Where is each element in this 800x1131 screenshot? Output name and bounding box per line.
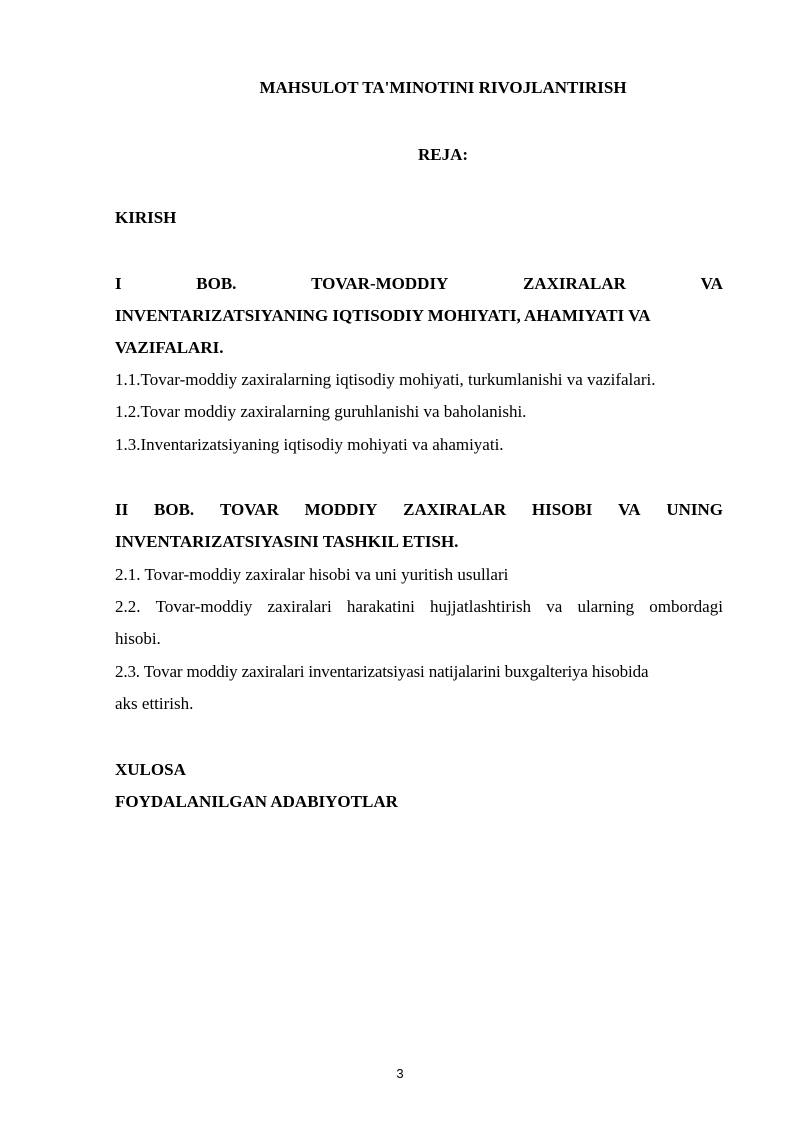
document-title: MAHSULOT TA'MINOTINI RIVOJLANTIRISH <box>259 78 627 97</box>
chapter2-item2-word: 2.2. <box>115 597 141 616</box>
chapter1-word: BOB. <box>196 274 237 293</box>
chapter1-heading-line2: INVENTARIZATSIYANING IQTISODIY MOHIYATI, AHAMIYATI VA <box>115 306 651 325</box>
chapter2-word: HISOBI <box>531 500 593 519</box>
chapter2-item2-word: Tovar-moddiy <box>155 597 253 616</box>
chapter1-word: I <box>115 274 122 293</box>
chapter2-word: VA <box>618 500 641 519</box>
chapter2-item2-line1 <box>115 596 723 618</box>
chapter2-word: BOB. <box>154 500 195 519</box>
chapter2-item3-line1: 2.3. Tovar moddiy zaxiralari inventarizatsiyasi natijalarini buxgalteriya hisobida <box>115 662 649 681</box>
chapter2-item3-line2: aks ettirish. <box>115 694 194 713</box>
chapter2-word: ZAXIRALAR <box>403 500 507 519</box>
chapter1-item: 1.2.Tovar moddiy zaxiralarning guruhlanishi va baholanishi. <box>115 402 527 421</box>
references-heading: FOYDALANILGAN ADABIYOTLAR <box>115 792 398 811</box>
chapter2-heading-line2: INVENTARIZATSIYASINI TASHKIL ETISH. <box>115 532 459 551</box>
chapter1-word: ZAXIRALAR <box>522 274 626 293</box>
chapter2-word: II <box>115 500 129 519</box>
chapter2-item2-word: va <box>546 597 563 616</box>
chapter1-heading-line3: VAZIFALARI. <box>115 338 224 357</box>
chapter1-item: 1.1.Tovar-moddiy zaxiralarning iqtisodiy mohiyati, turkumlanishi va vazifalari. <box>115 370 656 389</box>
conclusion-heading: XULOSA <box>115 760 186 779</box>
page-number: 3 <box>396 1066 404 1081</box>
chapter2-word: UNING <box>666 500 723 519</box>
chapter1-word: TOVAR-MODDIY <box>311 274 449 293</box>
plan-heading-text: REJA: <box>417 145 469 164</box>
chapter2-item2-word: zaxiralari <box>267 597 332 616</box>
chapter2-item: 2.1. Tovar-moddiy zaxiralar hisobi va uni yuritish usullari <box>115 565 509 584</box>
chapter2-item2-word: ularning <box>577 597 635 616</box>
intro-heading: KIRISH <box>115 208 177 227</box>
chapter2-item2-word: ombordagi <box>649 597 723 616</box>
chapter2-item2-word: hujjatlashtirish <box>430 597 532 616</box>
chapter1-heading-line1 <box>115 273 723 295</box>
chapter2-item2-line2: hisobi. <box>115 629 161 648</box>
chapter2-item2-word: harakatini <box>346 597 415 616</box>
chapter2-word: TOVAR <box>219 500 279 519</box>
plan-heading <box>115 144 771 166</box>
chapter2-word: MODDIY <box>304 500 378 519</box>
chapter2-heading-line1 <box>115 499 723 521</box>
chapter1-word: VA <box>700 274 723 293</box>
chapter1-item: 1.3.Inventarizatsiyaning iqtisodiy mohiyati va ahamiyati. <box>115 435 504 454</box>
